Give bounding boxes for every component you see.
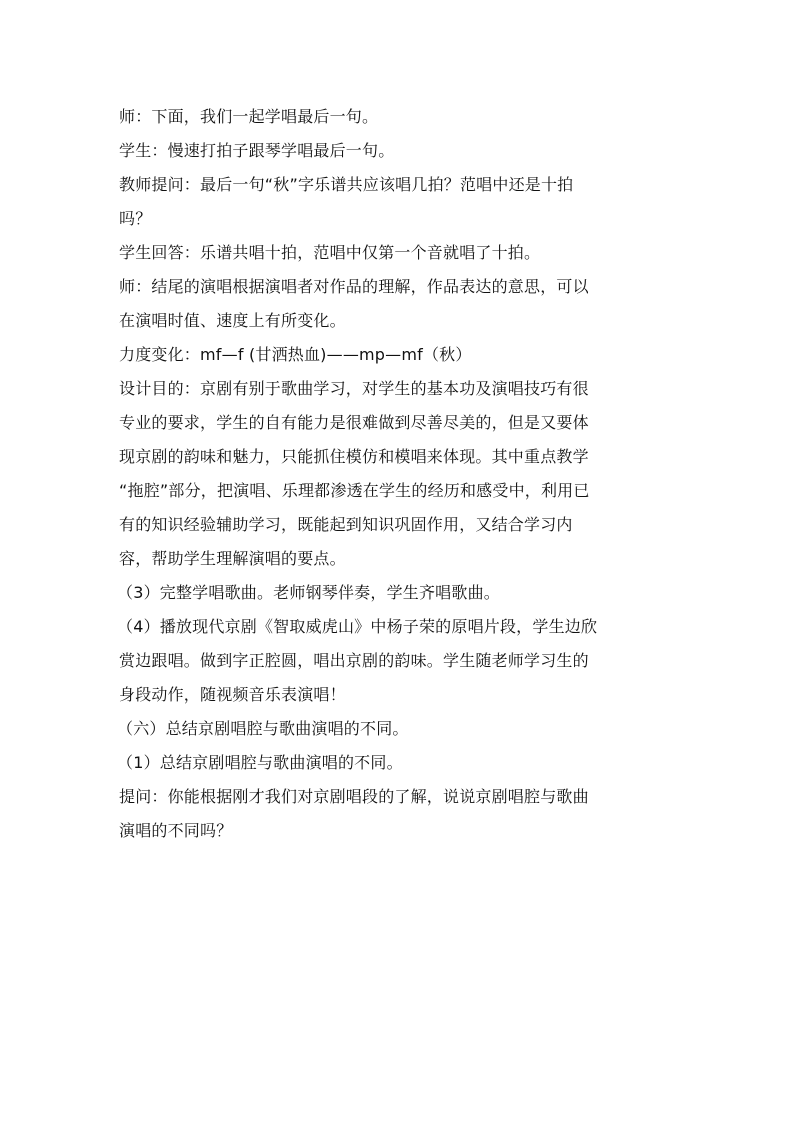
paragraph-line: 有的知识经验辅助学习，既能起到知识巩固作用，又结合学习内 (119, 515, 573, 534)
paragraph-line: 吗？ (119, 209, 152, 228)
paragraph-line: 师：结尾的演唱根据演唱者对作品的理解，作品表达的意思，可以 (119, 277, 589, 296)
paragraph-line: （1）总结京剧唱腔与歌曲演唱的不同。 (117, 753, 403, 772)
paragraph-line: 力度变化：mf—f (甘洒热血)——mp—mf（秋） (119, 345, 472, 364)
paragraph-line: 教师提问：最后一句“秋”字乐谱共应该唱几拍？范唱中还是十拍 (119, 175, 574, 194)
paragraph-line: （4）播放现代京剧《智取威虎山》中杨子荣的原唱片段，学生边欣 (117, 617, 598, 636)
paragraph-line: 专业的要求，学生的自有能力是很难做到尽善尽美的，但是又要体 (119, 413, 589, 432)
paragraph-line: 身段动作，随视频音乐表演唱！ (119, 685, 346, 704)
paragraph-line: 提问：你能根据刚才我们对京剧唱段的了解，说说京剧唱腔与歌曲 (119, 787, 589, 806)
paragraph-line: 容，帮助学生理解演唱的要点。 (119, 549, 346, 568)
document-body (119, 100, 679, 848)
paragraph-line: 学生：慢速打拍子跟琴学唱最后一句。 (119, 141, 395, 160)
paragraph-line: （3）完整学唱歌曲。老师钢琴伴奏，学生齐唱歌曲。 (117, 583, 500, 602)
paragraph-line: “拖腔”部分，把演唱、乐理都渗透在学生的经历和感受中，利用已 (119, 481, 590, 500)
section-heading: （六）总结京剧唱腔与歌曲演唱的不同。 (117, 719, 409, 738)
paragraph-line: 学生回答：乐谱共唱十拍，范唱中仅第一个音就唱了十拍。 (119, 243, 541, 262)
paragraph-line: 赏边跟唱。做到字正腔圆，唱出京剧的韵味。学生随老师学习生的 (119, 651, 589, 670)
paragraph-line: 在演唱时值、速度上有所变化。 (119, 311, 346, 330)
paragraph-line: 演唱的不同吗？ (119, 821, 233, 840)
paragraph-line: 设计目的：京剧有别于歌曲学习，对学生的基本功及演唱技巧有很 (119, 379, 589, 398)
paragraph-line: 师：下面，我们一起学唱最后一句。 (119, 107, 379, 126)
paragraph-line: 现京剧的韵味和魅力，只能抓住模仿和模唱来体现。其中重点教学 (119, 447, 589, 466)
